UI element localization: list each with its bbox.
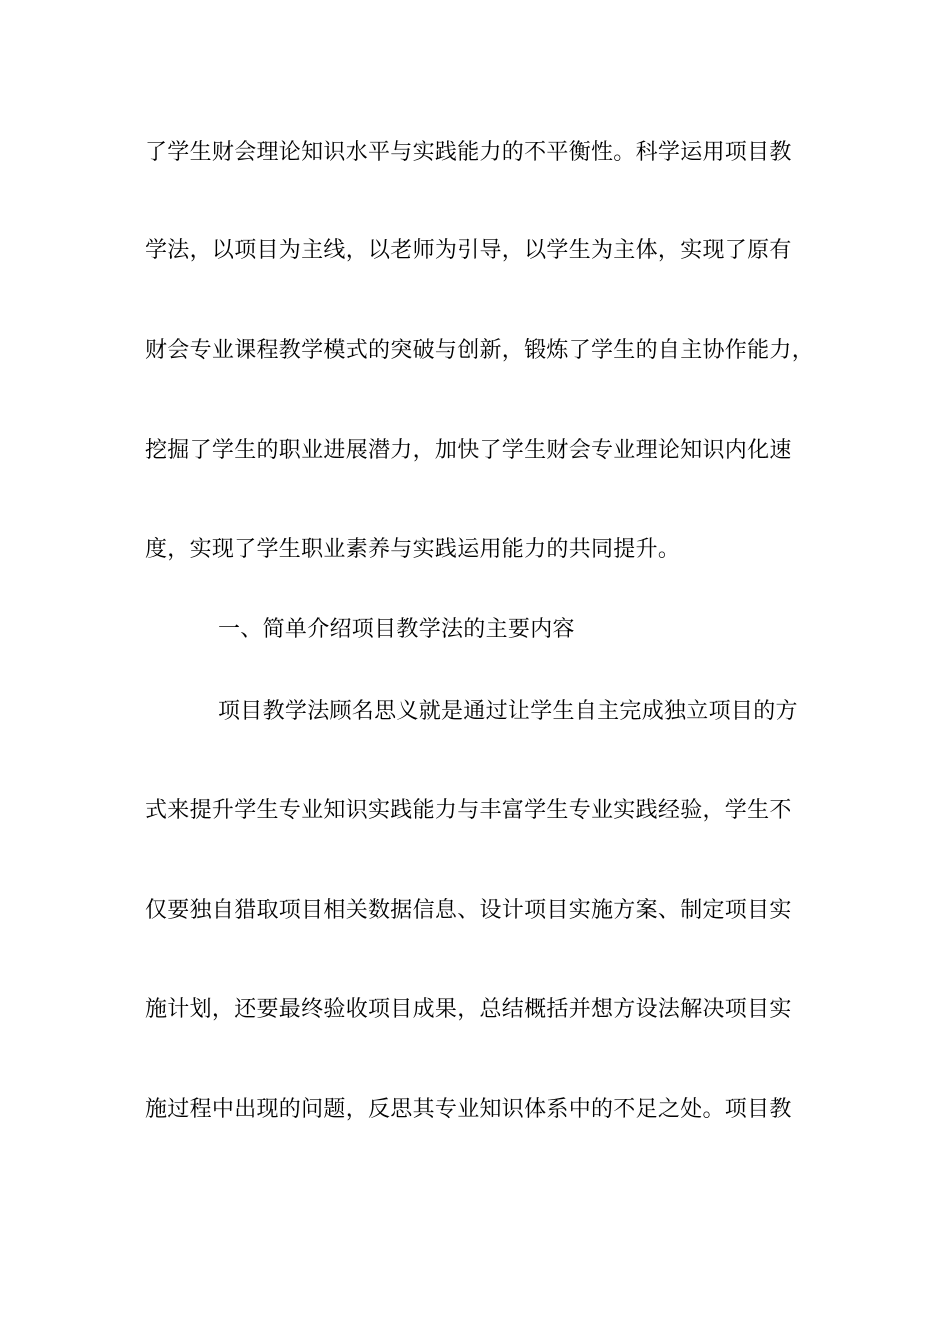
paragraph-line: 度，实现了学生职业素养与实践运用能力的共同提升。 (145, 537, 681, 562)
paragraph-line: 财会专业课程教学模式的突破与创新，锻炼了学生的自主协作能力， (145, 338, 815, 363)
paragraph-line: 施过程中出现的问题，反思其专业知识体系中的不足之处。项目教 (145, 1097, 792, 1122)
paragraph-line: 仅要独自猎取项目相关数据信息、设计项目实施方案、制定项目实 (145, 898, 792, 923)
paragraph-line: 项目教学法顾名思义就是通过让学生自主完成独立项目的方 (218, 699, 798, 724)
paragraph-line: 施计划，还要最终验收项目成果，总结概括并想方设法解决项目实 (145, 997, 792, 1022)
section-heading: 一、简单介绍项目教学法的主要内容 (218, 617, 575, 642)
paragraph-line: 学法，以项目为主线，以老师为引导，以学生为主体，实现了原有 (145, 238, 792, 263)
paragraph-line: 了学生财会理论知识水平与实践能力的不平衡性。科学运用项目教 (145, 140, 792, 165)
paragraph-line: 挖掘了学生的职业进展潜力，加快了学生财会专业理论知识内化速 (145, 438, 792, 463)
paragraph-line: 式来提升学生专业知识实践能力与丰富学生专业实践经验，学生不 (145, 798, 792, 823)
